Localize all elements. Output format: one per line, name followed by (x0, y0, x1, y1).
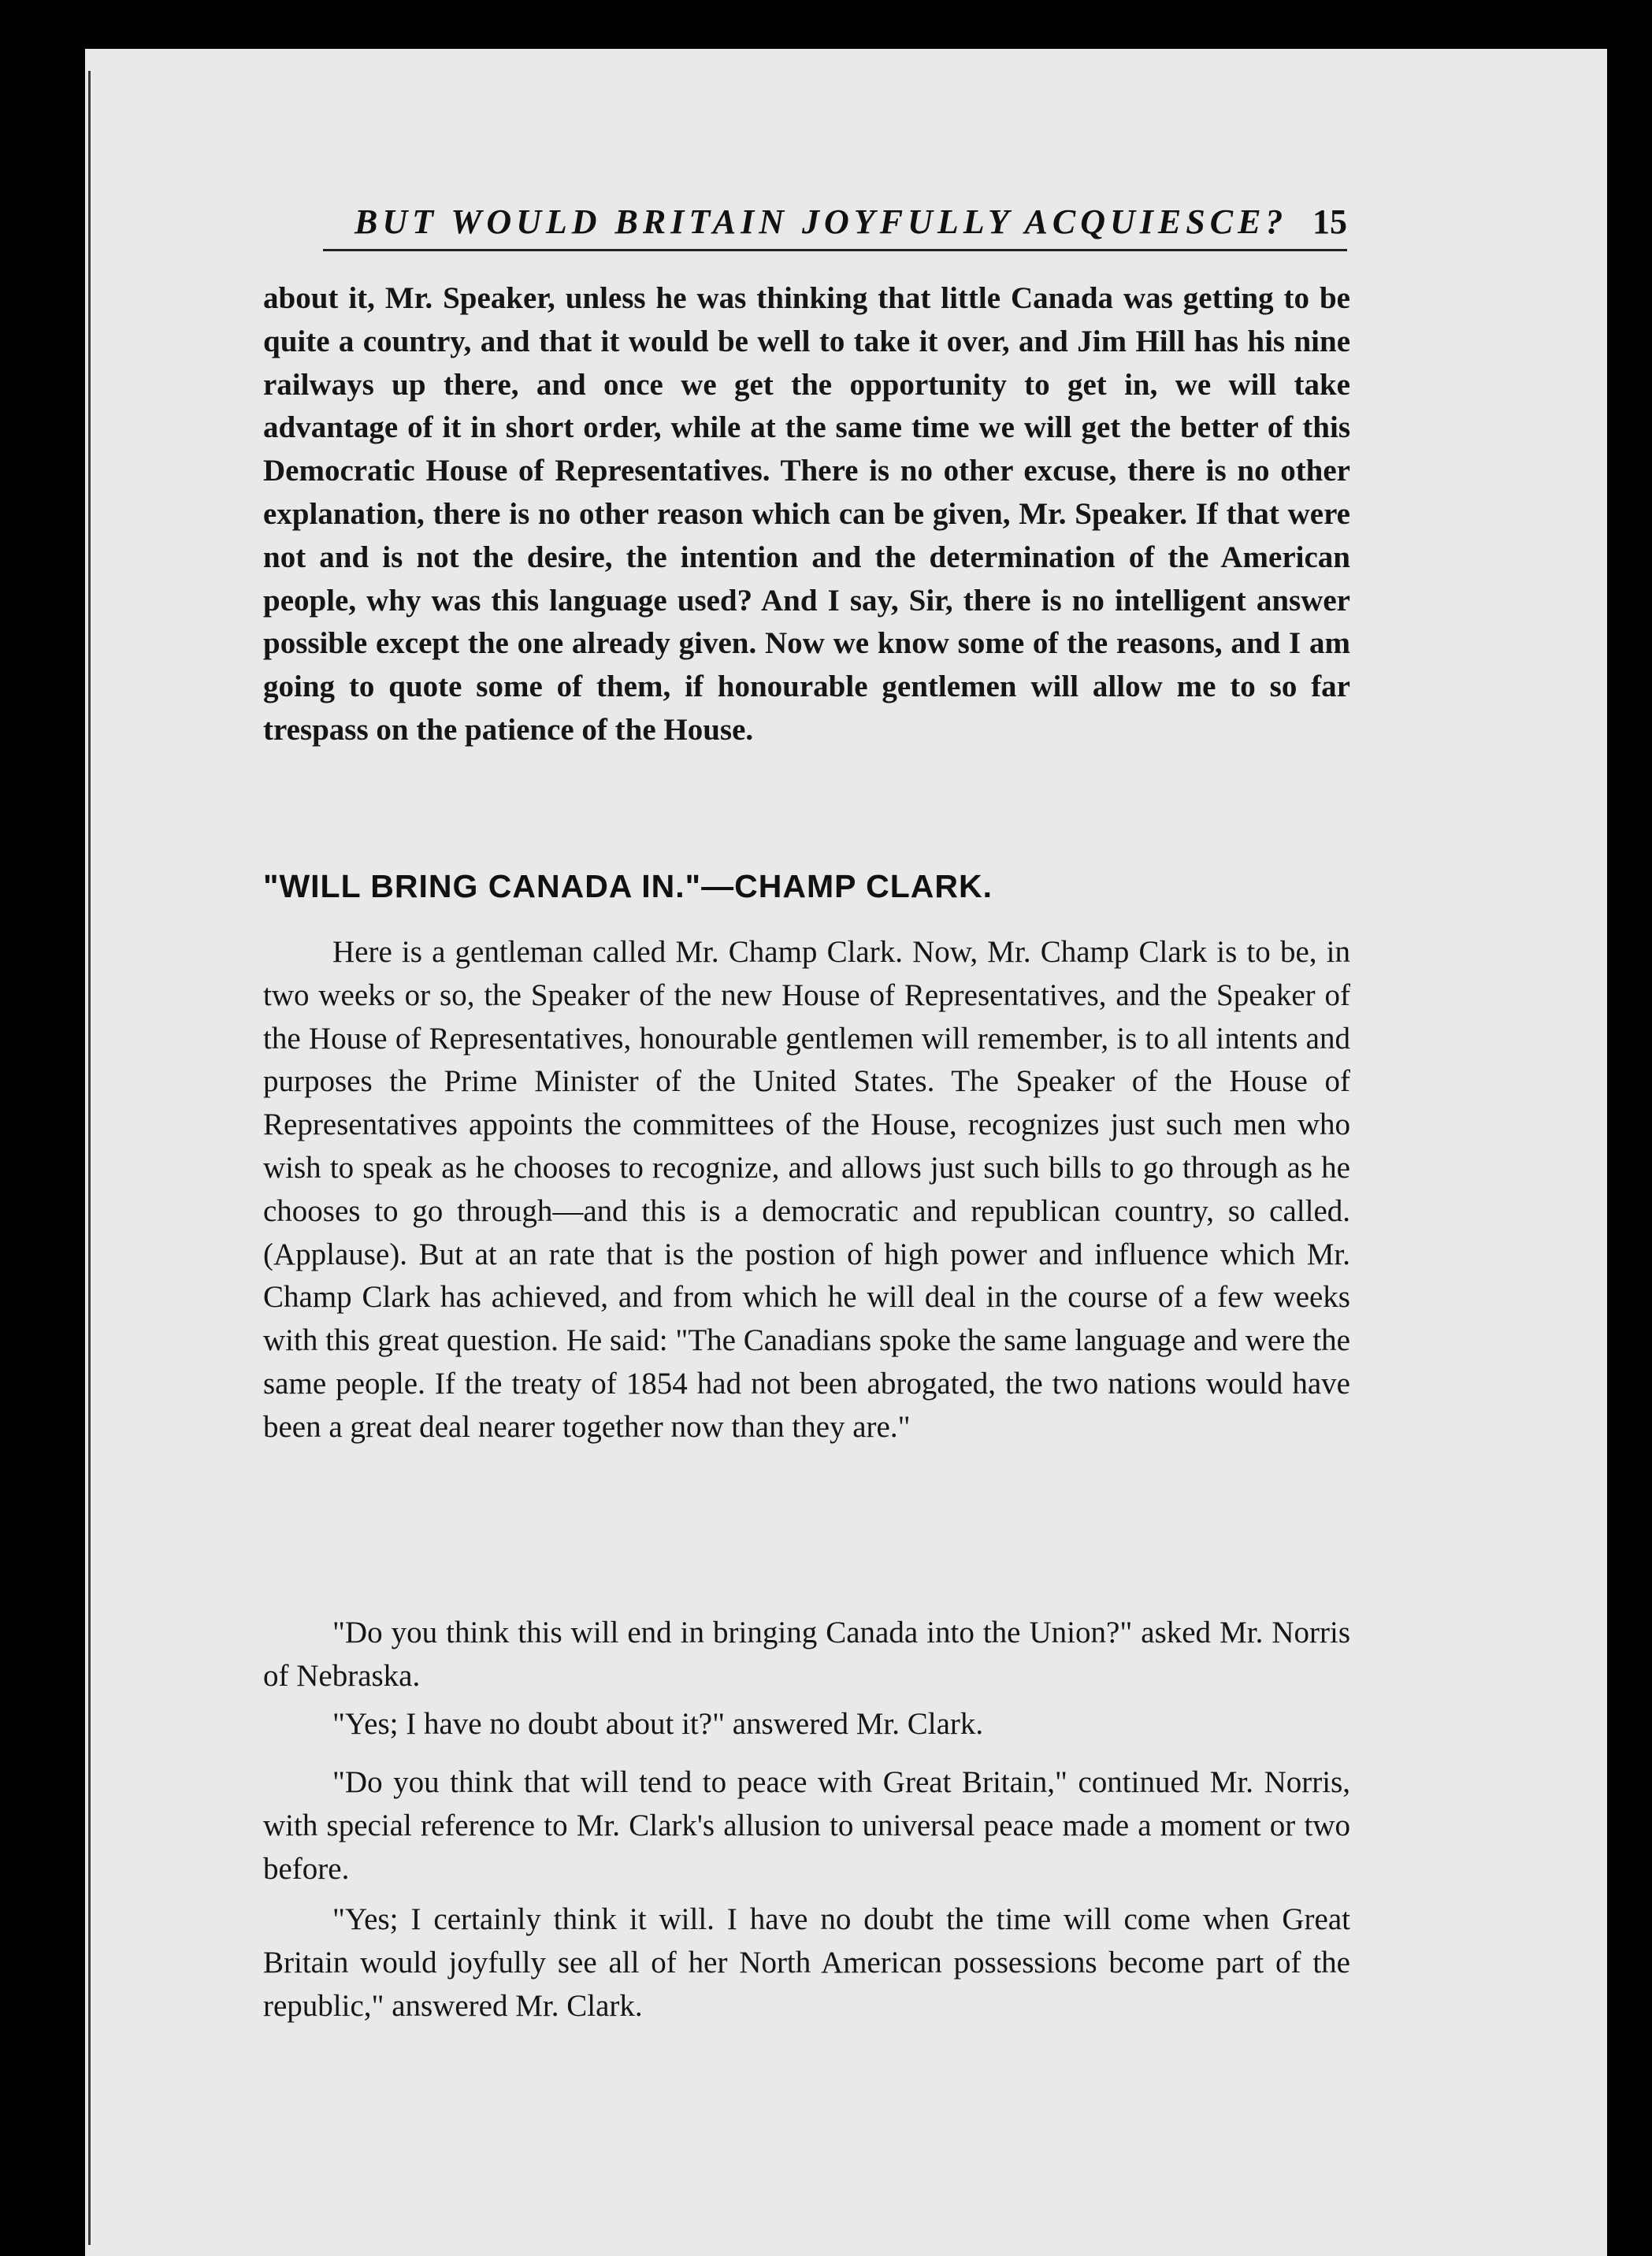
page-number: 15 (1312, 202, 1347, 241)
paragraph-peace-question: "Do you think that will tend to peace with Great Britain," continued Mr. Norris, with special reference to Mr. Clark's allusion to universal peace made a moment or two before. (263, 1765, 1350, 1886)
paragraph-norris-question: "Do you think this will end in bringing Canada into the Union?" asked Mr. Norris of Nebraska. (263, 1616, 1350, 1693)
paragraph-speaker-excuse: about it, Mr. Speaker, unless he was thinking that little Canada was getting to be quite a country, and that it would be well to take it over, and Jim Hill has his nine railways up there, and once we get the opportunity to get in, we will take advantage of it in short order, while at the same time we will get the better of this Democratic House of Representatives. There is no other excuse, there is no other explanation, there is no other reason which can be given, Mr. Speaker. If that were not and is not the desire, the intention and the determination of the American people, why was this language used? And I say, Sir, there is no intelligent answer possible except the one already given. Now we know some of the reasons, and I am going to quote some of them, if honourable gentlemen will allow me to so far trespass on the patience of the House. (263, 281, 1350, 747)
section-heading: "WILL BRING CANADA IN."—CHAMP CLARK. (263, 868, 993, 904)
paragraph-champ-clark: Here is a gentleman called Mr. Champ Clark. Now, Mr. Champ Clark is to be, in two weeks or so, the Speaker of the new House of Representatives, and the Speaker of the House of Representatives, honourable gentlemen will remember, is to all intents and purposes the Prime Minister of the United States. The Speaker of the House of Representatives appoints the committees of the House, recognizes just such men who wish to speak as he chooses to recognize, and allows just such bills to go through as he chooses to go through—and this is a democratic and republican country, so called. (Applause). But at an rate that is the postion of high power and influence which Mr. Champ Clark has achieved, and from which he will deal in the course of a few weeks with this great question. He said: "The Canadians spoke the same language and were the same people. If the treaty of 1854 had not been abrogated, the two nations would have been a great deal nearer together now than they are." (263, 935, 1350, 1444)
paragraph-clark-reply: "Yes; I certainly think it will. I have no doubt the time will come when Great Britain would joyfully see all of her North American possessions become part of the republic," answered Mr. Clark. (263, 1902, 1350, 2023)
running-head-title: BUT WOULD BRITAIN JOYFULLY ACQUIESCE? (355, 202, 1288, 241)
page-edge-rule (88, 71, 91, 2245)
running-head (323, 202, 1347, 251)
paragraph-clark-answer: "Yes; I have no doubt about it?" answered Mr. Clark. (332, 1707, 984, 1741)
